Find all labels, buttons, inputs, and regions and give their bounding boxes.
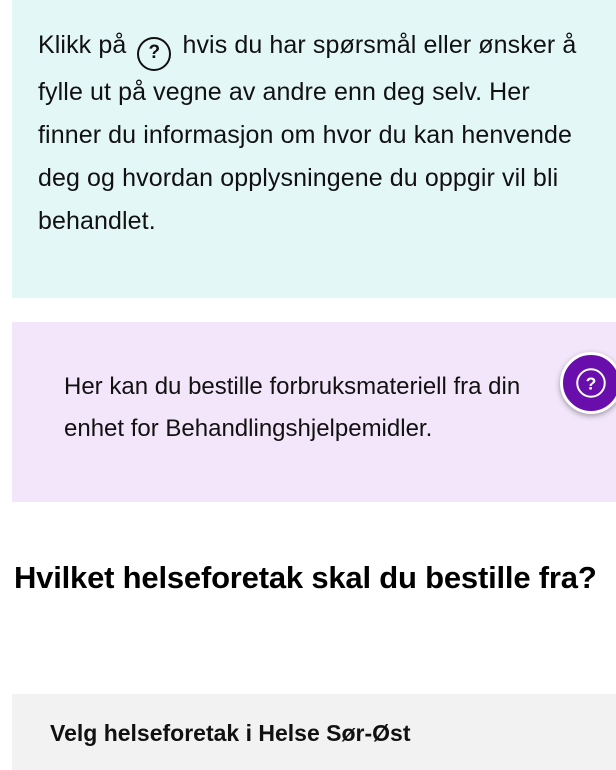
info-text-before: Klikk på — [38, 31, 127, 59]
page-title: Hvilket helseforetak skal du bestille fra? — [14, 560, 597, 595]
left-gutter — [0, 0, 12, 770]
notice-panel — [12, 322, 616, 502]
select-helseforetak-label: Velg helseforetak i Helse Sør-Øst — [50, 720, 411, 746]
help-floating-button[interactable] — [560, 352, 616, 414]
info-text-after: hvis du har spørsmål eller ønsker å fylle ut på vegne av andre enn deg selv. Her finner du informasjon om hvor du kan henvende deg og hvordan opplysningene du oppgir vil bli behandlet. — [38, 31, 577, 235]
info-panel — [12, 0, 616, 298]
help-question-icon[interactable]: ? — [137, 37, 171, 71]
question-mark-icon — [576, 368, 606, 398]
svg-text:?: ? — [585, 373, 597, 394]
select-helseforetak-section — [12, 694, 616, 770]
info-panel-text — [38, 24, 590, 243]
notice-panel-text: Her kan du bestille forbruksmateriell fra din enhet for Behandlingshjelpemidler. — [64, 373, 521, 442]
